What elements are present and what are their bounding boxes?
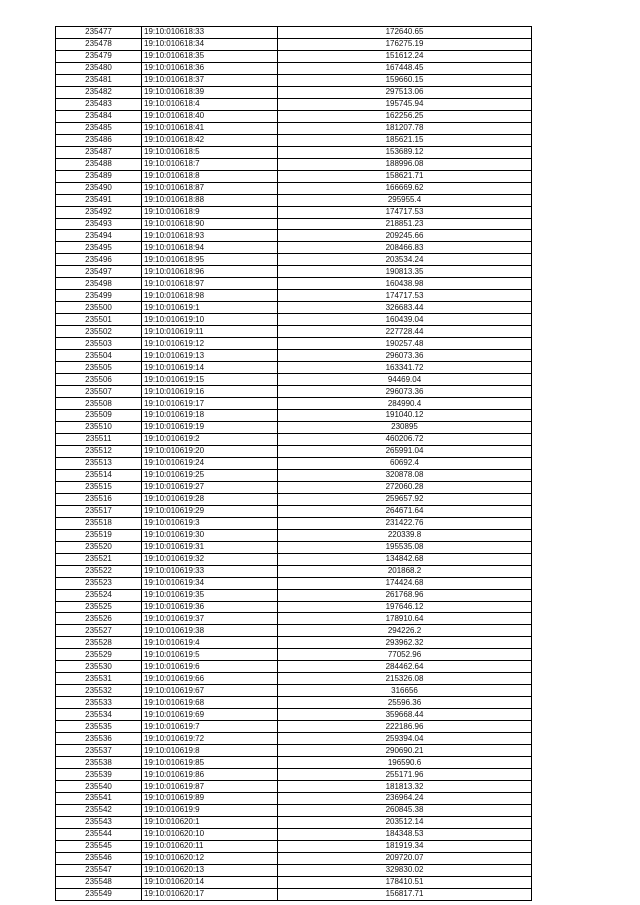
row-value-cell: 227728.44 <box>278 326 532 338</box>
table-row <box>56 864 532 876</box>
row-time-cell: 19:10:010619:10 <box>142 314 278 326</box>
row-value-cell: 203534.24 <box>278 254 532 266</box>
row-value-cell: 264671.64 <box>278 505 532 517</box>
row-id-cell: 235483 <box>56 98 142 110</box>
row-id-cell: 235480 <box>56 62 142 74</box>
row-value-cell: 151612.24 <box>278 50 532 62</box>
row-id-cell: 235541 <box>56 793 142 805</box>
row-value-cell: 218851.23 <box>278 218 532 230</box>
row-value-cell: 259394.04 <box>278 733 532 745</box>
table-row <box>56 661 532 673</box>
row-id-cell: 235527 <box>56 625 142 637</box>
row-id-cell: 235498 <box>56 278 142 290</box>
row-value-cell: 195745.94 <box>278 98 532 110</box>
row-value-cell: 284462.64 <box>278 661 532 673</box>
row-value-cell: 162256.25 <box>278 110 532 122</box>
row-time-cell: 19:10:010618:95 <box>142 254 278 266</box>
table-row <box>56 38 532 50</box>
table-row <box>56 505 532 517</box>
row-time-cell: 19:10:010618:37 <box>142 74 278 86</box>
row-time-cell: 19:10:010619:13 <box>142 350 278 362</box>
row-time-cell: 19:10:010619:20 <box>142 445 278 457</box>
row-time-cell: 19:10:010618:87 <box>142 182 278 194</box>
row-value-cell: 201868.2 <box>278 565 532 577</box>
row-time-cell: 19:10:010618:96 <box>142 266 278 278</box>
row-id-cell: 235503 <box>56 338 142 350</box>
table-row <box>56 745 532 757</box>
table-row <box>56 888 532 900</box>
row-value-cell: 209245.66 <box>278 230 532 242</box>
row-value-cell: 329830.02 <box>278 864 532 876</box>
row-time-cell: 19:10:010620:12 <box>142 852 278 864</box>
row-id-cell: 235534 <box>56 709 142 721</box>
row-value-cell: 293962.32 <box>278 637 532 649</box>
row-value-cell: 160438.98 <box>278 278 532 290</box>
row-time-cell: 19:10:010619:34 <box>142 577 278 589</box>
row-id-cell: 235508 <box>56 398 142 410</box>
table-row <box>56 194 532 206</box>
row-time-cell: 19:10:010619:11 <box>142 326 278 338</box>
table-row <box>56 338 532 350</box>
row-id-cell: 235543 <box>56 816 142 828</box>
row-id-cell: 235492 <box>56 206 142 218</box>
table-row <box>56 242 532 254</box>
row-value-cell: 222186.96 <box>278 721 532 733</box>
row-id-cell: 235537 <box>56 745 142 757</box>
table-row <box>56 828 532 840</box>
table-row <box>56 182 532 194</box>
row-time-cell: 19:10:010619:12 <box>142 338 278 350</box>
row-id-cell: 235523 <box>56 577 142 589</box>
row-time-cell: 19:10:010618:9 <box>142 206 278 218</box>
row-time-cell: 19:10:010619:30 <box>142 529 278 541</box>
row-id-cell: 235487 <box>56 146 142 158</box>
row-id-cell: 235481 <box>56 74 142 86</box>
row-id-cell: 235477 <box>56 27 142 39</box>
row-value-cell: 158621.71 <box>278 170 532 182</box>
table-row <box>56 86 532 98</box>
row-time-cell: 19:10:010619:31 <box>142 541 278 553</box>
row-value-cell: 77052.96 <box>278 649 532 661</box>
row-id-cell: 235514 <box>56 469 142 481</box>
row-value-cell: 94469.04 <box>278 374 532 386</box>
table-row <box>56 769 532 781</box>
row-time-cell: 19:10:010619:69 <box>142 709 278 721</box>
row-id-cell: 235530 <box>56 661 142 673</box>
table-row <box>56 733 532 745</box>
row-time-cell: 19:10:010619:14 <box>142 362 278 374</box>
table-row <box>56 290 532 302</box>
row-time-cell: 19:10:010618:42 <box>142 134 278 146</box>
table-row <box>56 781 532 793</box>
row-value-cell: 272060.28 <box>278 481 532 493</box>
row-time-cell: 19:10:010620:13 <box>142 864 278 876</box>
row-value-cell: 265991.04 <box>278 445 532 457</box>
row-value-cell: 25596.36 <box>278 697 532 709</box>
row-value-cell: 316656 <box>278 685 532 697</box>
row-value-cell: 188996.08 <box>278 158 532 170</box>
row-time-cell: 19:10:010619:9 <box>142 804 278 816</box>
table-row <box>56 433 532 445</box>
row-id-cell: 235528 <box>56 637 142 649</box>
row-id-cell: 235529 <box>56 649 142 661</box>
row-id-cell: 235478 <box>56 38 142 50</box>
row-value-cell: 294226.2 <box>278 625 532 637</box>
row-value-cell: 190257.48 <box>278 338 532 350</box>
row-id-cell: 235544 <box>56 828 142 840</box>
table-row <box>56 398 532 410</box>
table-row <box>56 757 532 769</box>
table-row <box>56 62 532 74</box>
row-time-cell: 19:10:010619:32 <box>142 553 278 565</box>
table-row <box>56 410 532 422</box>
table-row <box>56 804 532 816</box>
table-row <box>56 50 532 62</box>
row-time-cell: 19:10:010618:40 <box>142 110 278 122</box>
row-time-cell: 19:10:010618:97 <box>142 278 278 290</box>
row-time-cell: 19:10:010619:17 <box>142 398 278 410</box>
table-row <box>56 457 532 469</box>
table-row <box>56 493 532 505</box>
row-time-cell: 19:10:010619:35 <box>142 589 278 601</box>
row-id-cell: 235524 <box>56 589 142 601</box>
row-time-cell: 19:10:010618:88 <box>142 194 278 206</box>
table-row <box>56 158 532 170</box>
row-id-cell: 235494 <box>56 230 142 242</box>
row-value-cell: 196590.6 <box>278 757 532 769</box>
table-row <box>56 374 532 386</box>
row-value-cell: 359668.44 <box>278 709 532 721</box>
row-id-cell: 235511 <box>56 433 142 445</box>
table-row <box>56 709 532 721</box>
row-id-cell: 235542 <box>56 804 142 816</box>
row-time-cell: 19:10:010619:16 <box>142 386 278 398</box>
row-time-cell: 19:10:010620:14 <box>142 876 278 888</box>
row-time-cell: 19:10:010619:36 <box>142 601 278 613</box>
row-value-cell: 178410.51 <box>278 876 532 888</box>
row-time-cell: 19:10:010618:33 <box>142 27 278 39</box>
table-row <box>56 421 532 433</box>
row-time-cell: 19:10:010618:4 <box>142 98 278 110</box>
table-row <box>56 876 532 888</box>
row-value-cell: 260845.38 <box>278 804 532 816</box>
row-time-cell: 19:10:010619:68 <box>142 697 278 709</box>
row-value-cell: 460206.72 <box>278 433 532 445</box>
row-time-cell: 19:10:010619:67 <box>142 685 278 697</box>
row-value-cell: 203512.14 <box>278 816 532 828</box>
row-id-cell: 235517 <box>56 505 142 517</box>
row-time-cell: 19:10:010618:35 <box>142 50 278 62</box>
table-row <box>56 27 532 39</box>
row-value-cell: 174717.53 <box>278 206 532 218</box>
table-row <box>56 481 532 493</box>
table-row <box>56 565 532 577</box>
row-time-cell: 19:10:010619:15 <box>142 374 278 386</box>
row-time-cell: 19:10:010619:2 <box>142 433 278 445</box>
table-row <box>56 673 532 685</box>
row-value-cell: 156817.71 <box>278 888 532 900</box>
table-row <box>56 601 532 613</box>
row-id-cell: 235536 <box>56 733 142 745</box>
row-id-cell: 235510 <box>56 421 142 433</box>
row-value-cell: 181813.32 <box>278 781 532 793</box>
row-id-cell: 235538 <box>56 757 142 769</box>
table-row <box>56 230 532 242</box>
row-time-cell: 19:10:010620:10 <box>142 828 278 840</box>
row-id-cell: 235513 <box>56 457 142 469</box>
row-time-cell: 19:10:010619:8 <box>142 745 278 757</box>
table-row <box>56 469 532 481</box>
row-value-cell: 209720.07 <box>278 852 532 864</box>
row-id-cell: 235525 <box>56 601 142 613</box>
row-value-cell: 220339.8 <box>278 529 532 541</box>
row-id-cell: 235488 <box>56 158 142 170</box>
row-time-cell: 19:10:010619:38 <box>142 625 278 637</box>
table-row <box>56 637 532 649</box>
row-time-cell: 19:10:010618:8 <box>142 170 278 182</box>
row-time-cell: 19:10:010619:7 <box>142 721 278 733</box>
table-row <box>56 577 532 589</box>
row-id-cell: 235507 <box>56 386 142 398</box>
row-id-cell: 235479 <box>56 50 142 62</box>
row-value-cell: 174424.68 <box>278 577 532 589</box>
row-value-cell: 160439.04 <box>278 314 532 326</box>
row-id-cell: 235493 <box>56 218 142 230</box>
row-time-cell: 19:10:010619:18 <box>142 410 278 422</box>
row-time-cell: 19:10:010619:27 <box>142 481 278 493</box>
table-row <box>56 816 532 828</box>
table-row <box>56 553 532 565</box>
row-value-cell: 178910.64 <box>278 613 532 625</box>
row-value-cell: 230895 <box>278 421 532 433</box>
table-row <box>56 613 532 625</box>
row-id-cell: 235482 <box>56 86 142 98</box>
table-row <box>56 326 532 338</box>
row-time-cell: 19:10:010619:1 <box>142 302 278 314</box>
row-time-cell: 19:10:010619:4 <box>142 637 278 649</box>
row-value-cell: 236964.24 <box>278 793 532 805</box>
row-id-cell: 235489 <box>56 170 142 182</box>
row-id-cell: 235506 <box>56 374 142 386</box>
data-table <box>55 26 532 901</box>
row-time-cell: 19:10:010618:7 <box>142 158 278 170</box>
table-row <box>56 350 532 362</box>
row-time-cell: 19:10:010619:6 <box>142 661 278 673</box>
row-value-cell: 166669.62 <box>278 182 532 194</box>
row-id-cell: 235519 <box>56 529 142 541</box>
row-time-cell: 19:10:010619:28 <box>142 493 278 505</box>
row-value-cell: 261768.96 <box>278 589 532 601</box>
table-row <box>56 721 532 733</box>
table-row <box>56 685 532 697</box>
row-id-cell: 235490 <box>56 182 142 194</box>
row-id-cell: 235497 <box>56 266 142 278</box>
table-body <box>56 27 532 901</box>
row-id-cell: 235504 <box>56 350 142 362</box>
row-time-cell: 19:10:010619:72 <box>142 733 278 745</box>
row-id-cell: 235512 <box>56 445 142 457</box>
row-value-cell: 163341.72 <box>278 362 532 374</box>
row-time-cell: 19:10:010619:87 <box>142 781 278 793</box>
row-id-cell: 235520 <box>56 541 142 553</box>
table-row <box>56 445 532 457</box>
row-id-cell: 235521 <box>56 553 142 565</box>
row-id-cell: 235518 <box>56 517 142 529</box>
row-value-cell: 255171.96 <box>278 769 532 781</box>
table-row <box>56 625 532 637</box>
row-id-cell: 235522 <box>56 565 142 577</box>
table-row <box>56 529 532 541</box>
row-value-cell: 296073.36 <box>278 386 532 398</box>
row-value-cell: 208466.83 <box>278 242 532 254</box>
row-value-cell: 159660.15 <box>278 74 532 86</box>
table-row <box>56 122 532 134</box>
row-time-cell: 19:10:010619:3 <box>142 517 278 529</box>
table-row <box>56 98 532 110</box>
row-value-cell: 174717.53 <box>278 290 532 302</box>
row-id-cell: 235539 <box>56 769 142 781</box>
row-value-cell: 295955.4 <box>278 194 532 206</box>
row-id-cell: 235533 <box>56 697 142 709</box>
row-value-cell: 181207.78 <box>278 122 532 134</box>
row-time-cell: 19:10:010618:98 <box>142 290 278 302</box>
row-time-cell: 19:10:010619:37 <box>142 613 278 625</box>
row-id-cell: 235502 <box>56 326 142 338</box>
row-time-cell: 19:10:010620:17 <box>142 888 278 900</box>
row-value-cell: 190813.35 <box>278 266 532 278</box>
row-id-cell: 235546 <box>56 852 142 864</box>
row-value-cell: 176275.19 <box>278 38 532 50</box>
row-value-cell: 259657.92 <box>278 493 532 505</box>
row-time-cell: 19:10:010619:89 <box>142 793 278 805</box>
row-id-cell: 235548 <box>56 876 142 888</box>
row-time-cell: 19:10:010618:39 <box>142 86 278 98</box>
row-id-cell: 235496 <box>56 254 142 266</box>
row-id-cell: 235535 <box>56 721 142 733</box>
row-time-cell: 19:10:010619:19 <box>142 421 278 433</box>
table-row <box>56 386 532 398</box>
row-id-cell: 235545 <box>56 840 142 852</box>
table-row <box>56 134 532 146</box>
table-row <box>56 589 532 601</box>
row-value-cell: 320878.08 <box>278 469 532 481</box>
row-time-cell: 19:10:010619:24 <box>142 457 278 469</box>
row-id-cell: 235500 <box>56 302 142 314</box>
table-row <box>56 649 532 661</box>
table-row <box>56 302 532 314</box>
row-value-cell: 195535.08 <box>278 541 532 553</box>
row-id-cell: 235540 <box>56 781 142 793</box>
row-value-cell: 134842.68 <box>278 553 532 565</box>
row-value-cell: 184348.53 <box>278 828 532 840</box>
table-row <box>56 206 532 218</box>
row-id-cell: 235486 <box>56 134 142 146</box>
row-value-cell: 153689.12 <box>278 146 532 158</box>
table-row <box>56 852 532 864</box>
row-id-cell: 235491 <box>56 194 142 206</box>
row-value-cell: 284990.4 <box>278 398 532 410</box>
row-time-cell: 19:10:010619:29 <box>142 505 278 517</box>
row-id-cell: 235484 <box>56 110 142 122</box>
table-row <box>56 517 532 529</box>
row-time-cell: 19:10:010619:85 <box>142 757 278 769</box>
table-row <box>56 74 532 86</box>
row-value-cell: 290690.21 <box>278 745 532 757</box>
row-value-cell: 326683.44 <box>278 302 532 314</box>
table-row <box>56 362 532 374</box>
row-time-cell: 19:10:010620:1 <box>142 816 278 828</box>
table-row <box>56 793 532 805</box>
row-value-cell: 297513.06 <box>278 86 532 98</box>
table-row <box>56 840 532 852</box>
table-row <box>56 266 532 278</box>
row-time-cell: 19:10:010618:41 <box>142 122 278 134</box>
row-time-cell: 19:10:010619:33 <box>142 565 278 577</box>
row-id-cell: 235531 <box>56 673 142 685</box>
row-value-cell: 215326.08 <box>278 673 532 685</box>
row-value-cell: 296073.36 <box>278 350 532 362</box>
row-id-cell: 235532 <box>56 685 142 697</box>
row-id-cell: 235495 <box>56 242 142 254</box>
table-row <box>56 314 532 326</box>
row-time-cell: 19:10:010618:34 <box>142 38 278 50</box>
table-row <box>56 697 532 709</box>
row-time-cell: 19:10:010618:5 <box>142 146 278 158</box>
row-id-cell: 235526 <box>56 613 142 625</box>
row-id-cell: 235499 <box>56 290 142 302</box>
table-row <box>56 218 532 230</box>
row-value-cell: 172640.65 <box>278 27 532 39</box>
row-time-cell: 19:10:010618:36 <box>142 62 278 74</box>
table-row <box>56 541 532 553</box>
table-row <box>56 146 532 158</box>
table-row <box>56 110 532 122</box>
row-id-cell: 235516 <box>56 493 142 505</box>
row-time-cell: 19:10:010618:90 <box>142 218 278 230</box>
row-id-cell: 235485 <box>56 122 142 134</box>
row-time-cell: 19:10:010620:11 <box>142 840 278 852</box>
row-value-cell: 181919.34 <box>278 840 532 852</box>
row-time-cell: 19:10:010618:93 <box>142 230 278 242</box>
row-time-cell: 19:10:010618:94 <box>142 242 278 254</box>
row-id-cell: 235505 <box>56 362 142 374</box>
table-row <box>56 254 532 266</box>
row-time-cell: 19:10:010619:25 <box>142 469 278 481</box>
row-value-cell: 167448.45 <box>278 62 532 74</box>
row-value-cell: 231422.76 <box>278 517 532 529</box>
row-id-cell: 235547 <box>56 864 142 876</box>
row-time-cell: 19:10:010619:86 <box>142 769 278 781</box>
row-value-cell: 185621.15 <box>278 134 532 146</box>
row-value-cell: 60692.4 <box>278 457 532 469</box>
row-id-cell: 235549 <box>56 888 142 900</box>
table-row <box>56 170 532 182</box>
row-value-cell: 191040.12 <box>278 410 532 422</box>
row-id-cell: 235509 <box>56 410 142 422</box>
row-id-cell: 235501 <box>56 314 142 326</box>
table-row <box>56 278 532 290</box>
row-id-cell: 235515 <box>56 481 142 493</box>
row-value-cell: 197646.12 <box>278 601 532 613</box>
row-time-cell: 19:10:010619:66 <box>142 673 278 685</box>
row-time-cell: 19:10:010619:5 <box>142 649 278 661</box>
